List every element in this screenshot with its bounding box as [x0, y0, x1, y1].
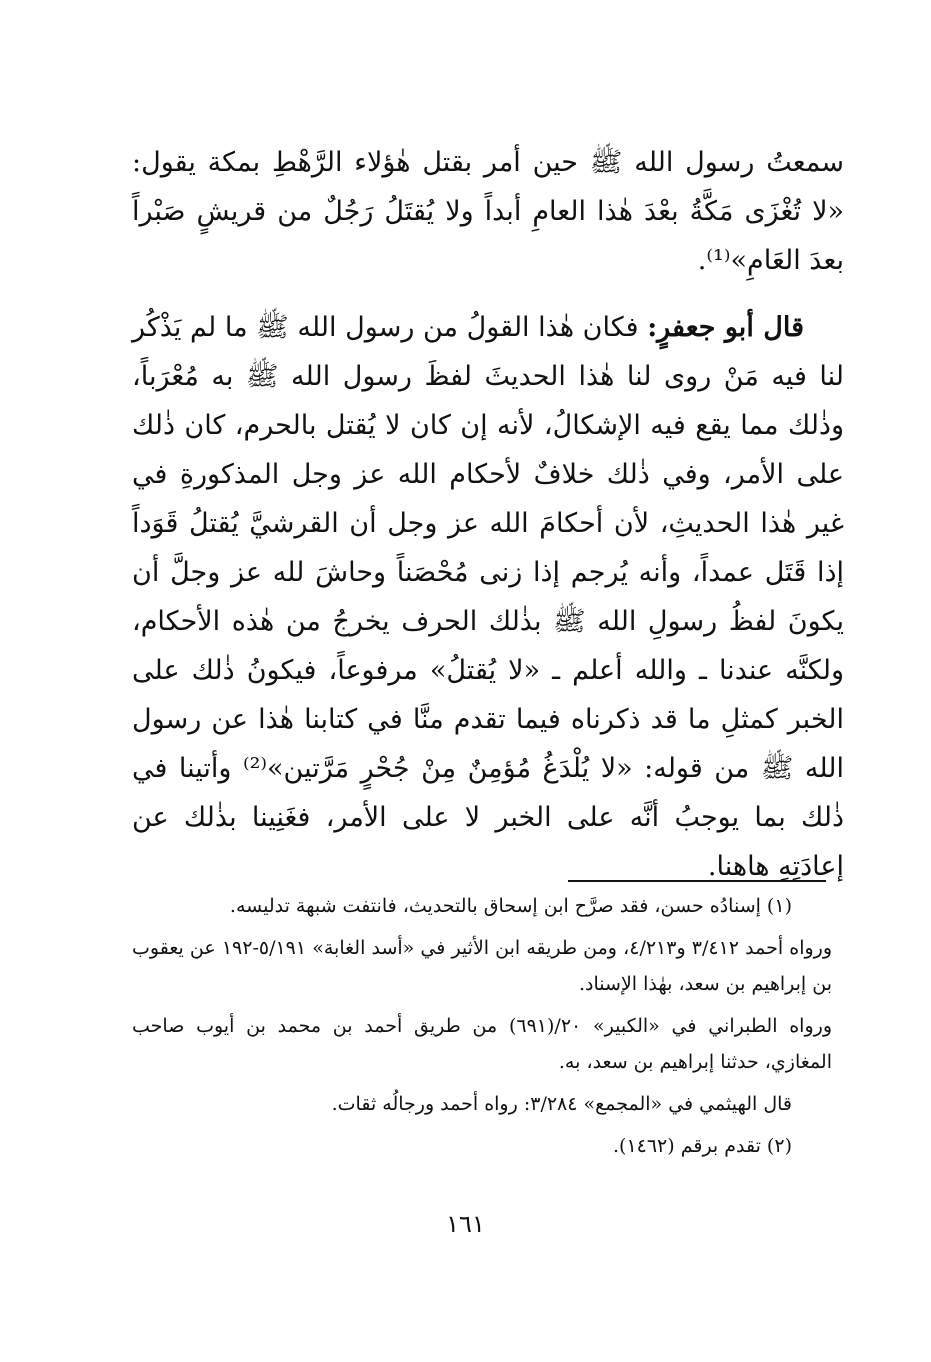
speaker-label: قال أبو جعفرٍ:: [647, 312, 804, 343]
paragraph-2-body: فكان هٰذا القولُ من رسول الله ﷺ ما لم يَذْكُر لنا فيه مَنْ روى لنا هٰذا الحديثَ لفظَ رسول الله ﷺ به مُعْرَباً، وذٰلك مما يقع فيه الإشكالُ، لأنه إن كان لا يُقتل بالحرم، كان ذٰلك على الأمر، وفي ذٰلك خلافٌ لأحكام الله عز وجل المذكورةِ في غير هٰذا الحديثِ، لأن أحكامَ الله عز وجل أن القرشيَّ يُقتلُ قَوَداً إذا قَتَل عمداً، وأنه يُرجم إذا زنى مُحْصَناً وحاشَ لله عز وجلَّ أن يكونَ لفظُ رسولِ الله ﷺ بذٰلك الحرف يخرجُ من هٰذه الأحكام، ولكنَّه عندنا ـ والله أعلم ـ «لا يُقتلُ» مرفوعاً، فيكونُ ذٰلك على الخبر كمثلِ ما قد ذكرناه فيما تقدم منَّا في كتابنا هٰذا عن رسول الله ﷺ من قوله: «لا يُلْدَغُ مُؤمِنٌ مِنْ جُحْرٍ مَرَّتين»⁽²⁾ وأتينا في ذٰلك بما يوجبُ أنَّه على الخبر لا على الأمر، فغَنِينا بذٰلك عن إعادَتِهِ هاهنا.: [132, 312, 844, 882]
footnotes: [132, 888, 832, 1170]
paragraph-2: [132, 303, 844, 891]
main-text: [132, 138, 844, 891]
footnote-1-source-1: ورواه أحمد ٣/٤١٢ و٤/٢١٣، ومن طريقه ابن الأثير في «أسد الغابة» ٥/١٩١-١٩٢ عن يعقوب بن إبراهيم بن سعد، بهٰذا الإسناد.: [132, 937, 833, 995]
footnote-1: (١) إسنادُه حسن، فقد صرَّح ابن إسحاق بالتحديث، فانتفت شبهة تدليسه.: [229, 895, 792, 917]
footnote-1-source-2: ورواه الطبراني في «الكبير» ٢٠/(٦٩١) من طريق أحمد بن محمد بن أيوب صاحب المغازي، حدثنا إبراهيم بن سعد، به.: [132, 1015, 832, 1073]
paragraph-1: سمعتُ رسول الله ﷺ حين أمر بقتل هٰؤلاء الرَّهْطِ بمكة يقول: «لا تُغْزَى مَكَّةُ بعْدَ هٰذا العامِ أبداً ولا يُقتَلُ رَجُلٌ من قريشٍ صَبْراً بعدَ العَامِ»⁽¹⁾.: [132, 147, 844, 276]
footnote-1-comment: قال الهيثمي في «المجمع» ٣/٢٨٤: رواه أحمد ورجالُه ثقات.: [331, 1093, 792, 1115]
footnote-divider: [568, 880, 826, 882]
footnote-2: (٢) تقدم برقم (١٤٦٢).: [612, 1135, 792, 1157]
page-number: ١٦١: [446, 1210, 485, 1238]
